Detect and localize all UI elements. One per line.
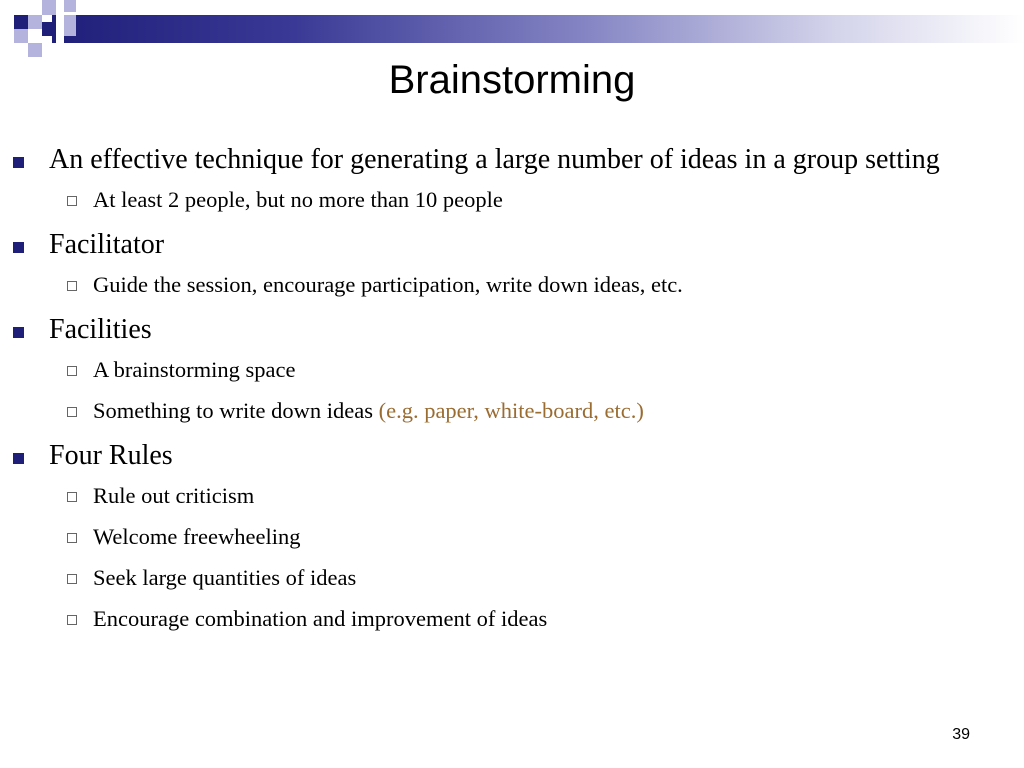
decor-square-light-4 (14, 29, 28, 43)
bullet-text: Facilities (49, 314, 152, 345)
hollow-square-bullet-icon (67, 574, 77, 584)
sub-bullet-text: Guide the session, encourage participation, write down ideas, etc. (93, 272, 683, 297)
hollow-square-bullet-icon (67, 196, 77, 206)
sub-bullet-item (13, 395, 1003, 427)
bullet-item (13, 225, 1003, 265)
slide-title: Brainstorming (388, 58, 636, 102)
square-bullet-icon (13, 327, 24, 338)
decor-square-light-1 (28, 15, 42, 29)
square-bullet-icon (13, 242, 24, 253)
sub-bullet-text: A brainstorming space (93, 357, 296, 382)
sub-bullet-item (13, 562, 1003, 594)
sub-bullet-item (13, 184, 1003, 216)
hollow-square-bullet-icon (67, 366, 77, 376)
sub-bullet-item (13, 354, 1003, 386)
bullet-item (13, 436, 1003, 476)
sub-bullet-accent-text: (e.g. paper, white-board, etc.) (378, 398, 644, 423)
sub-bullet-text: Seek large quantities of ideas (93, 565, 357, 590)
sub-bullet-text: Encourage combination and improvement of ideas (93, 606, 548, 631)
sub-bullet-item (13, 269, 1003, 301)
decor-square-white-1 (56, 15, 64, 43)
hollow-square-bullet-icon (67, 615, 77, 625)
square-bullet-icon (13, 453, 24, 464)
decor-square-light-6 (64, 15, 76, 36)
sub-bullet-text: At least 2 people, but no more than 10 people (93, 187, 503, 212)
bullet-item (13, 140, 1003, 180)
sub-bullet-text: Rule out criticism (93, 483, 255, 508)
sub-bullet-item (13, 521, 1003, 553)
bullet-text: An effective technique for generating a large number of ideas in a group setting (49, 144, 940, 175)
sub-bullet-item (13, 603, 1003, 635)
decor-square-light-2 (42, 0, 56, 15)
hollow-square-bullet-icon (67, 533, 77, 543)
bullet-item (13, 310, 1003, 350)
sub-bullet-text: Welcome freewheeling (93, 524, 301, 549)
bullet-list (13, 140, 1003, 635)
hollow-square-bullet-icon (67, 407, 77, 417)
decor-square-dark-2 (42, 22, 56, 36)
page-number: 39 (952, 726, 970, 743)
decor-square-dark-1 (14, 15, 28, 29)
sub-bullet-item (13, 480, 1003, 512)
bullet-text: Four Rules (49, 440, 173, 471)
square-bullet-icon (13, 157, 24, 168)
decor-square-light-3 (64, 0, 76, 12)
hollow-square-bullet-icon (67, 281, 77, 291)
sub-bullet-text: Something to write down ideas (93, 398, 379, 423)
hollow-square-bullet-icon (67, 492, 77, 502)
title-bar-gradient (52, 15, 1024, 43)
bullet-text: Facilitator (49, 229, 165, 260)
